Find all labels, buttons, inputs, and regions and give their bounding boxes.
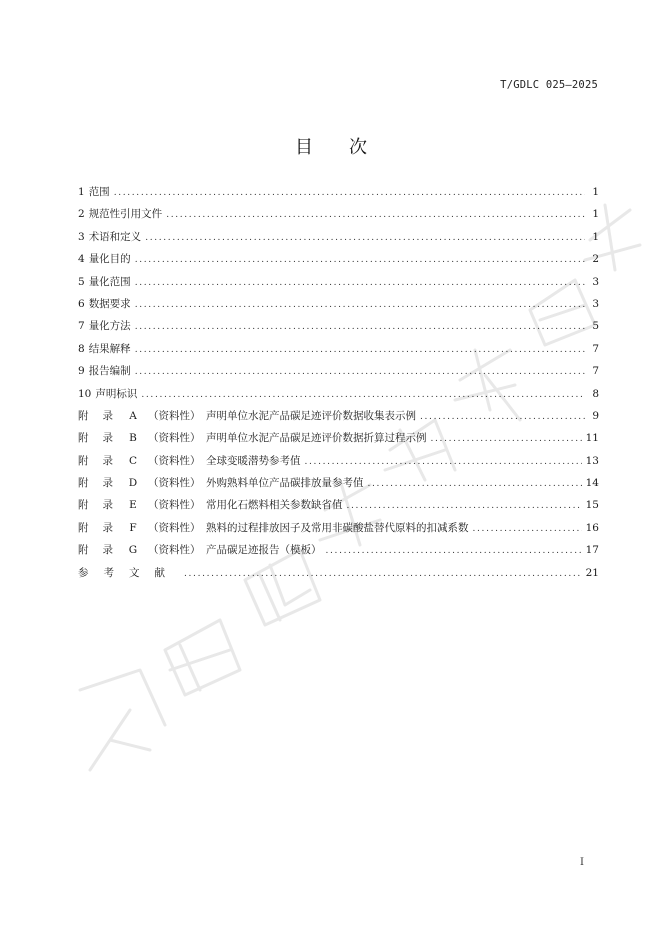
toc-appendix-b[interactable]: [78, 427, 599, 449]
toc-page: 16: [585, 521, 599, 534]
references-label: 参考文献: [78, 566, 180, 579]
appendix-word: 附录: [78, 499, 127, 512]
toc-entry-8[interactable]: [78, 338, 599, 360]
appendix-title: 声明单位水泥产品碳足迹评价数据折算过程示例: [206, 432, 427, 445]
toc-entry-7[interactable]: [78, 315, 599, 337]
toc-label: 声明标识: [95, 387, 138, 400]
appendix-title: 产品碳足迹报告（模板）: [206, 544, 322, 557]
toc-page: 5: [592, 320, 599, 333]
toc-page: 2: [592, 253, 599, 266]
toc-entry-4[interactable]: [78, 248, 599, 270]
leader-dots: [114, 182, 585, 204]
appendix-title: 全球变暖潜势参考值: [206, 454, 301, 467]
leader-dots: [135, 361, 585, 383]
toc-label: 量化范围: [88, 275, 131, 288]
appendix-kind: （资料性）: [148, 521, 201, 534]
toc-label: 量化方法: [88, 320, 131, 333]
appendix-kind: （资料性）: [148, 432, 201, 445]
toc-label: 术语和定义: [88, 230, 142, 243]
title-char-1: 目: [295, 137, 313, 158]
toc-label: 量化目的: [88, 253, 131, 266]
toc-page: 13: [585, 454, 599, 467]
leader-dots: [135, 339, 585, 361]
toc-number: 4: [78, 253, 85, 266]
appendix-word: 附录: [78, 544, 127, 557]
appendix-letter: E: [129, 499, 137, 512]
leader-dots: [184, 563, 582, 585]
appendix-title: 熟料的过程排放因子及常用非碳酸盐替代原料的扣减系数: [206, 521, 469, 534]
leader-dots: [473, 518, 582, 540]
toc-entry-10[interactable]: [78, 383, 599, 405]
page-number: I: [580, 857, 584, 868]
appendix-title: 常用化石燃料相关参数缺省值: [206, 499, 343, 512]
toc-number: 8: [78, 342, 85, 355]
toc-appendix-a[interactable]: [78, 405, 599, 427]
appendix-letter: F: [129, 521, 137, 534]
toc-appendix-c[interactable]: [78, 450, 599, 472]
leader-dots: [135, 249, 585, 271]
toc-number: 1: [78, 186, 85, 198]
toc-page: 3: [592, 297, 599, 310]
toc-page: 3: [592, 275, 599, 288]
leader-dots: [347, 495, 582, 517]
toc-number: 6: [78, 297, 85, 310]
toc-entry-2[interactable]: [78, 203, 599, 225]
toc-entry-3[interactable]: [78, 226, 599, 248]
toc-page: 1: [592, 208, 599, 221]
appendix-word: 附录: [78, 477, 127, 490]
appendix-letter: D: [128, 477, 138, 490]
leader-dots: [135, 316, 585, 338]
appendix-title: 外购熟料单位产品碳排放量参考值: [206, 477, 364, 490]
toc-label: 范围: [88, 186, 110, 198]
toc-entry-1[interactable]: [78, 181, 599, 203]
toc-page: 7: [592, 342, 599, 355]
leader-dots: [420, 406, 585, 428]
appendix-letter: A: [129, 409, 137, 422]
toc-label: 报告编制: [88, 365, 131, 378]
toc-number: 2: [78, 208, 85, 221]
leader-dots: [145, 227, 585, 249]
appendix-kind: （资料性）: [148, 544, 201, 557]
toc-number: 9: [78, 365, 85, 378]
appendix-letter: C: [128, 454, 138, 467]
toc-page: 8: [592, 387, 599, 400]
toc-entry-6[interactable]: [78, 293, 599, 315]
toc-page: 21: [585, 566, 599, 579]
appendix-kind: （资料性）: [148, 409, 201, 422]
appendix-title: 声明单位水泥产品碳足迹评价数据收集表示例: [206, 409, 416, 422]
toc-label: 规范性引用文件: [88, 208, 163, 221]
table-of-contents: [78, 181, 599, 584]
leader-dots: [166, 204, 585, 226]
leader-dots: [431, 428, 582, 450]
toc-appendix-f[interactable]: [78, 517, 599, 539]
toc-entry-5[interactable]: [78, 271, 599, 293]
toc-page: 9: [592, 409, 599, 422]
toc-number: 3: [78, 230, 85, 243]
document-code: T/GDLC 025—2025: [500, 79, 598, 91]
leader-dots: [135, 294, 585, 316]
leader-dots: [305, 451, 582, 473]
toc-references[interactable]: [78, 562, 599, 584]
appendix-kind: （资料性）: [148, 477, 201, 490]
toc-number: 7: [78, 320, 85, 333]
appendix-word: 附录: [78, 409, 127, 422]
appendix-letter: B: [129, 432, 137, 445]
appendix-kind: （资料性）: [148, 499, 201, 512]
title-char-2: 次: [349, 137, 367, 158]
toc-entry-9[interactable]: [78, 360, 599, 382]
toc-appendix-g[interactable]: [78, 539, 599, 561]
toc-label: 数据要求: [88, 297, 131, 310]
toc-appendix-e[interactable]: [78, 494, 599, 516]
appendix-word: 附录: [78, 432, 127, 445]
toc-page: 11: [585, 432, 599, 445]
leader-dots: [368, 473, 582, 495]
toc-page: 7: [592, 365, 599, 378]
appendix-letter: G: [128, 544, 138, 557]
page-title: [0, 133, 662, 159]
toc-label: 结果解释: [88, 342, 131, 355]
appendix-kind: （资料性）: [148, 454, 201, 467]
toc-page: 1: [592, 186, 599, 198]
leader-dots: [135, 272, 585, 294]
appendix-word: 附录: [78, 454, 127, 467]
toc-page: 1: [592, 230, 599, 243]
toc-page: 14: [585, 477, 599, 490]
toc-appendix-d[interactable]: [78, 472, 599, 494]
toc-page: 17: [585, 544, 599, 557]
toc-number: 5: [78, 275, 85, 288]
toc-page: 15: [585, 499, 599, 512]
leader-dots: [326, 540, 582, 562]
toc-number: 10: [78, 387, 92, 400]
leader-dots: [141, 384, 585, 406]
appendix-word: 附录: [78, 521, 127, 534]
